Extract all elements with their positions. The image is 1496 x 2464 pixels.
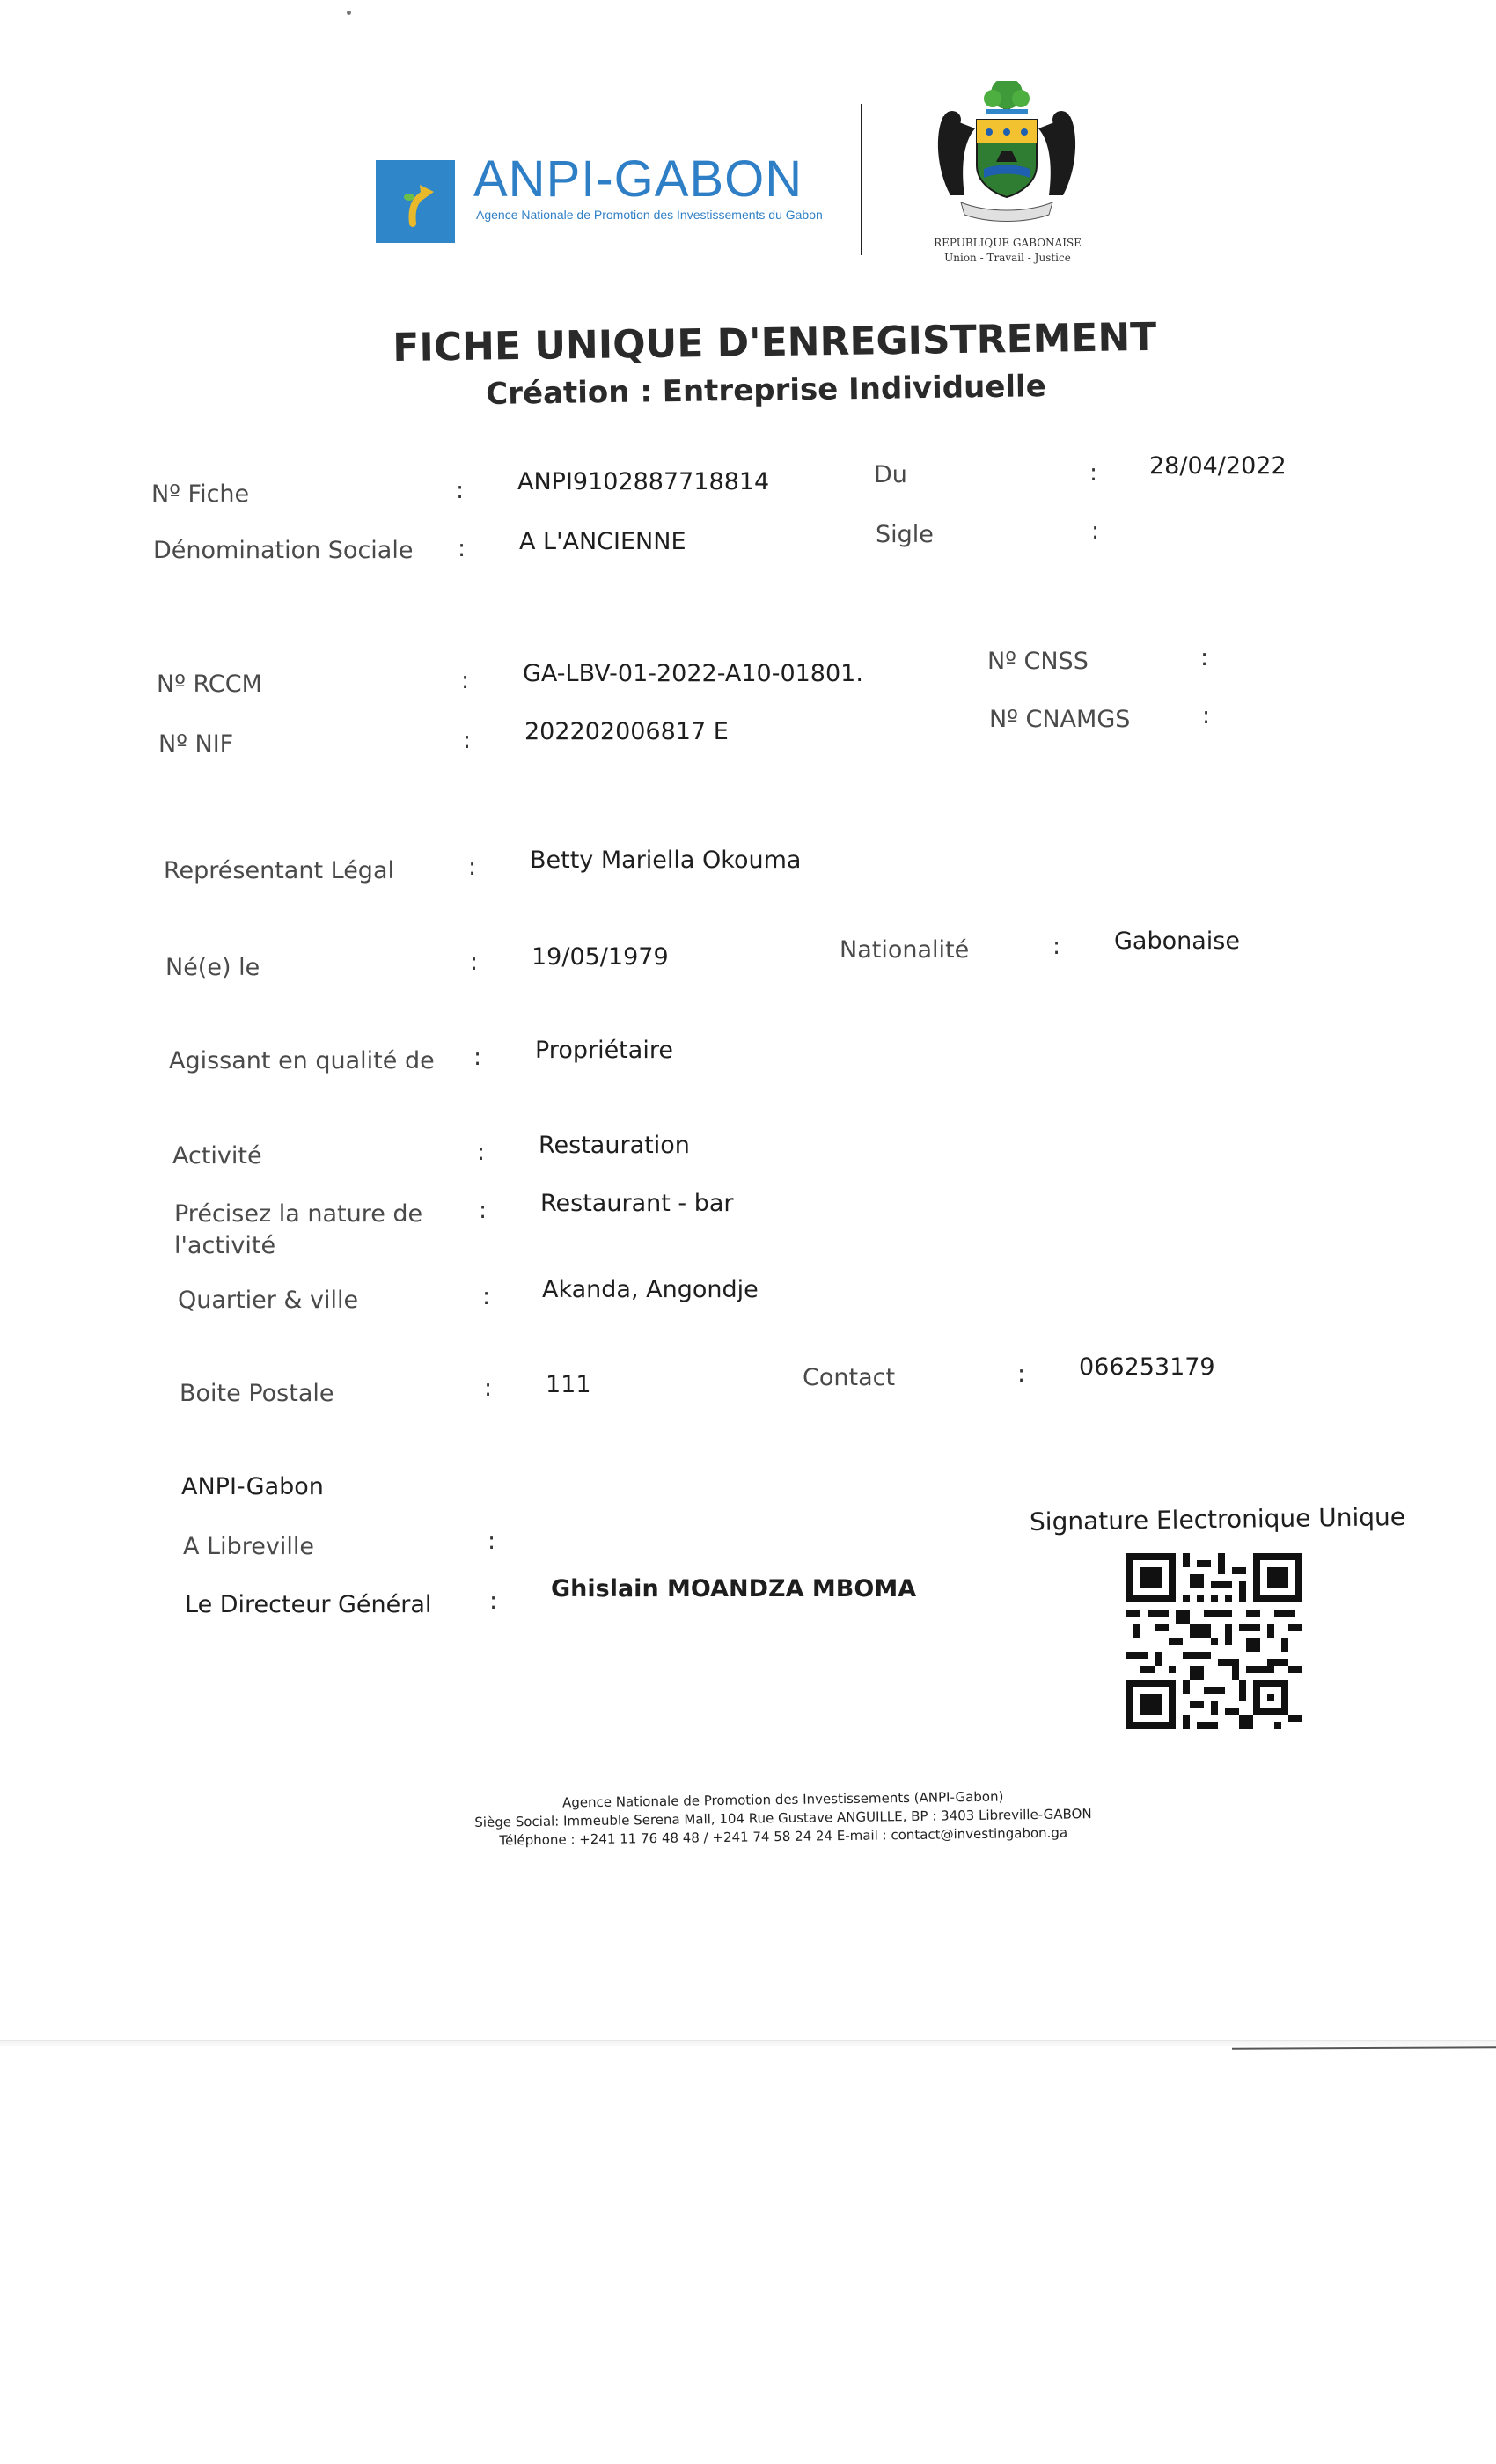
denomination-separator: : <box>458 535 466 562</box>
quartier-value: Akanda, Angondje <box>542 1276 759 1303</box>
quartier-label: Quartier & ville <box>178 1287 359 1314</box>
header-divider <box>861 104 862 255</box>
contact-label: Contact <box>803 1364 896 1391</box>
nationalite-value: Gabonaise <box>1114 928 1240 955</box>
signatory-name: Ghislain MOANDZA MBOMA <box>551 1575 917 1602</box>
denomination-value: A L'ANCIENNE <box>519 528 686 555</box>
nif-separator: : <box>463 727 472 754</box>
nature-label-line1: Précisez la nature de <box>174 1200 423 1228</box>
rccm-separator: : <box>461 667 470 694</box>
ne-le-separator: : <box>470 949 479 976</box>
qualite-label: Agissant en qualité de <box>169 1047 435 1074</box>
agency-short-name: ANPI-GABON <box>473 150 803 208</box>
denomination-label: Dénomination Sociale <box>153 537 414 564</box>
signature-label: Signature Electronique Unique <box>1029 1502 1406 1536</box>
fiche-value: ANPI9102887718814 <box>517 468 770 495</box>
republic-motto: Union - Travail - Justice <box>944 252 1071 264</box>
nif-value: 202202006817 E <box>524 718 729 745</box>
anpi-logo-icon <box>376 160 455 243</box>
boite-value: 111 <box>546 1371 591 1398</box>
qualite-value: Propriétaire <box>535 1037 673 1064</box>
signatory-role: Le Directeur Général <box>185 1591 432 1618</box>
representant-value: Betty Mariella Okouma <box>530 847 802 874</box>
footer <box>458 1786 1110 1851</box>
quartier-separator: : <box>482 1283 491 1310</box>
footer-line3: Téléphone : +241 11 76 48 48 / +241 74 58 24 24 E-mail : contact@investingabon.ga <box>499 1824 1068 1849</box>
representant-separator: : <box>468 854 477 881</box>
rccm-value: GA-LBV-01-2022-A10-01801. <box>523 660 863 687</box>
signatory-place: A Libreville <box>183 1533 314 1560</box>
cnamgs-separator: : <box>1202 702 1211 730</box>
nature-label <box>174 1199 422 1262</box>
du-separator: : <box>1089 459 1098 487</box>
qualite-separator: : <box>473 1044 482 1071</box>
du-value: 28/04/2022 <box>1149 452 1287 480</box>
nature-value: Restaurant - bar <box>540 1190 734 1217</box>
contact-value: 066253179 <box>1079 1353 1215 1381</box>
agency-full-name: Agence Nationale de Promotion des Investissements du Gabon <box>476 208 823 222</box>
document-title: FICHE UNIQUE D'ENREGISTREMENT <box>392 314 1157 370</box>
scan-edge-line <box>1232 2046 1496 2050</box>
representant-label: Représentant Légal <box>164 857 394 884</box>
republic-caption <box>915 236 1100 266</box>
boite-separator: : <box>484 1375 493 1402</box>
qr-code-icon <box>1126 1553 1302 1729</box>
fiche-separator: : <box>456 477 465 504</box>
sigle-label: Sigle <box>876 521 934 548</box>
ne-le-label: Né(e) le <box>165 954 260 981</box>
footer-line2: Siège Social: Immeuble Serena Mall, 104 Rue Gustave ANGUILLE, BP : 3403 Libreville-GABON <box>474 1806 1092 1830</box>
cnss-label: Nº CNSS <box>987 648 1089 675</box>
cnamgs-label: Nº CNAMGS <box>989 706 1131 733</box>
ne-le-value: 19/05/1979 <box>532 943 669 971</box>
du-label: Du <box>874 461 907 488</box>
scan-speck <box>347 11 351 15</box>
footer-line1: Agence Nationale de Promotion des Investissements (ANPI-Gabon) <box>561 1788 1004 1811</box>
place-separator: : <box>488 1528 496 1555</box>
republic-name: REPUBLIQUE GABONAISE <box>934 237 1082 249</box>
sigle-separator: : <box>1091 517 1100 545</box>
fiche-label: Nº Fiche <box>151 480 250 508</box>
boite-label: Boite Postale <box>180 1380 334 1407</box>
coat-of-arms-icon <box>926 81 1088 229</box>
activite-label: Activité <box>172 1142 262 1170</box>
document-subtitle: Création : Entreprise Individuelle <box>486 369 1047 412</box>
contact-separator: : <box>1017 1360 1026 1388</box>
nature-separator: : <box>479 1197 488 1224</box>
scan-page-edge <box>0 2040 1496 2046</box>
activite-separator: : <box>477 1139 486 1166</box>
cnss-separator: : <box>1200 644 1209 671</box>
nationalite-separator: : <box>1052 933 1061 960</box>
nif-label: Nº NIF <box>158 730 234 758</box>
activite-value: Restauration <box>539 1132 690 1159</box>
role-separator: : <box>489 1588 498 1615</box>
rccm-label: Nº RCCM <box>157 671 262 698</box>
signatory-org: ANPI-Gabon <box>181 1473 324 1500</box>
nature-label-line2: l'activité <box>174 1232 276 1259</box>
nationalite-label: Nationalité <box>840 936 970 964</box>
